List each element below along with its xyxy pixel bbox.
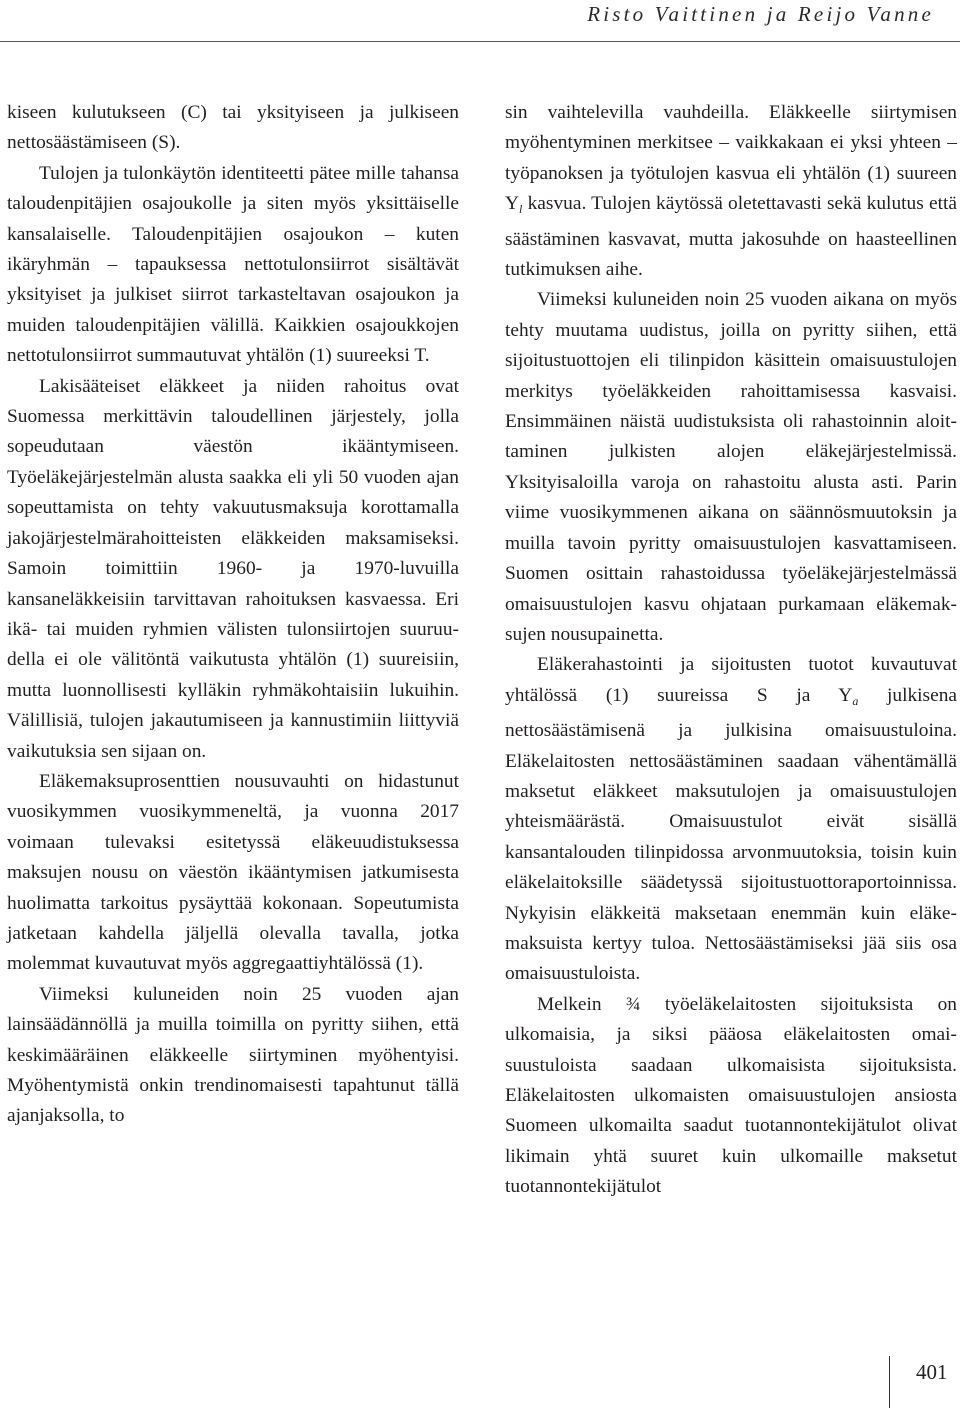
left-paragraph-2: Tulojen ja tulonkäytön identiteetti pätee mille tahansa taloudenpitäjien osajoukolle ja siten myös yksittäiselle kansalaiselle. Taloudenpitäjien osajoukon – kuten ikäryhmän – tapauksessa nettotulonsiirrot sisältävät yksityiset ja julkiset siirrot tarkasteltavan osajoukon ja muiden taloudenpitäjien välillä. Kaikkien osajoukkojen nettotulonsiirrot summautuvat yhtälön (1) suureeksi T.: [7, 162, 459, 367]
left-paragraph-5: Viimeksi kuluneiden noin 25 vuoden ajan lainsäädännöllä ja muilla toimilla on pyritty siihen, että keskimääräinen eläkkeelle siirtyminen myöhentyisi. Myöhentymistä onkin trendinomaisesti tapahtunut tällä ajanjaksolla, to: [7, 983, 459, 1127]
right-paragraph-1-end: kasvua. Tulojen käytössä oletettavasti sekä kulutus että säästäminen kasvavat, mutta jakosuhde on haasteellinen tutkimuksen aihe.: [505, 193, 957, 281]
right-paragraph-1: [505, 98, 957, 285]
header-divider: [0, 41, 960, 42]
subscript-l: l: [519, 202, 523, 217]
left-paragraph-3: Lakisääteiset eläkkeet ja niiden rahoitus ovat Suomessa merkittävin taloudellinen järjestely, jolla sopeudutaan väestön ikääntymiseen. Työeläkejärjestelmän alusta saakka eli yli 50 vuoden ajan sopeuttamista on tehty vakuutusmaksuja korottamalla jakojärjestelmärahoitteisten eläkkeiden maksamiseksi. Samoin toimittiin 1960- ja 1970-luvuilla kansaneläkkeisiin tarvittavan rahoituksen kasvaessa. Eri ikä- tai muiden ryhmien välisten tulonsiirtojen suuruudella ei ole välitöntä vaikutusta yhtälön (1) suureisiin, mutta luonnollisesti kylläkin ryhmäkohtaisiin lukuihin. Välillisiä, tulojen jakautumiseen ja kannustimiin liittyviä vaikutuksia sen sijaan on.: [7, 375, 459, 762]
subscript-a: a: [852, 693, 859, 708]
right-paragraph-3: [505, 650, 957, 989]
right-paragraph-3-start: Eläkerahastointi ja sijoitusten tuotot kuvautuvat yhtälössä (1) suureissa S ja Y: [505, 654, 957, 706]
left-paragraph-4: Eläkemaksuprosenttien nousuvauhti on hidastunut vuosikymmen vuosikymmeneltä, ja vuonna 2017 voimaan tulevaksi esitetyssä eläkeuudistuksessa maksujen nousu on väestön ikääntymisen jatkumisesta huolimatta tarkoitus pysäyttää kokonaan. Sopeutumista jatketaan kahdella jäljellä olevalla tavalla, jotka molemmat kuvautuvat myös aggregaattiyhtälössä (1).: [7, 770, 459, 975]
running-head-authors: Risto Vaittinen ja Reijo Vanne: [587, 2, 934, 26]
page-number-divider: [889, 1356, 890, 1408]
right-column: [505, 98, 957, 1203]
right-paragraph-2: Viimeksi kuluneiden noin 25 vuoden aikana on myös tehty muutama uudistus, joilla on pyritty siihen, että sijoitustuottojen eli tilinpidon käsittein omaisuustulojen merkitys työeläkkeiden rahoittamisessa kasvaisi. Ensimmäinen näistä uudistuksista oli rahastoinnin aloittaminen julkisten alojen eläkejärjestelmissä. Yksityisaloilla varoja on rahastoitu alusta asti. Parin viime vuosikymmenen aikana on säännösmuutoksin ja muilla tavoin pyritty omaisuustulojen kasvattamiseen. Suomen osittain rahastoidussa työeläkejärjestelmässä omaisuustulojen kasvu ohjataan purkamaan eläkemaksujen nousupainetta.: [505, 289, 957, 645]
right-paragraph-3-end: julkisena nettosäästämisenä ja julkisina omaisuustuloina. Eläkelaitosten nettosäästäminen saadaan vähentämällä maksetut eläkkeet maksutulojen ja omaisuustulojen yhteismäärästä. Omaisuustulot eivät sisällä kansantalouden tilinpidossa arvonmuutoksia, toisin kuin eläkelaitoksille säädetyssä sijoitustuottoraportoinnissa. Nykyisin eläkkeitä maksetaan enemmän kuin eläkemaksuista kertyy tuloa. Nettosäästämiseksi jää siis osa omaisuustuloista.: [505, 684, 957, 985]
right-paragraph-1-start: sin vaihtelevilla vauhdeilla. Eläkkeelle siirtymisen myöhentyminen merkitsee – vaikkakaan ei yksi yhteen – työpanoksen ja työtulojen kasvua eli yhtälön (1) suureen Y: [505, 102, 957, 215]
right-paragraph-4: Melkein ¾ työeläkelaitosten sijoituksista on ulkomaisia, ja siksi pääosa eläkelaitosten omaisuustuloista saadaan ulkomaisista sijoituksista. Eläkelaitosten ulkomaisten omaisuustulojen ansiosta Suomeen ulkomailta saadut tuotannontekijätulot olivat likimain yhtä suuret kuin ulkomaille maksetut tuotannontekijätulot: [505, 993, 957, 1198]
page-number: 401: [916, 1360, 948, 1384]
left-column: [7, 98, 459, 1132]
left-paragraph-1: kiseen kulutukseen (C) tai yksityiseen ja julkiseen nettosäästämiseen (S).: [7, 102, 459, 154]
